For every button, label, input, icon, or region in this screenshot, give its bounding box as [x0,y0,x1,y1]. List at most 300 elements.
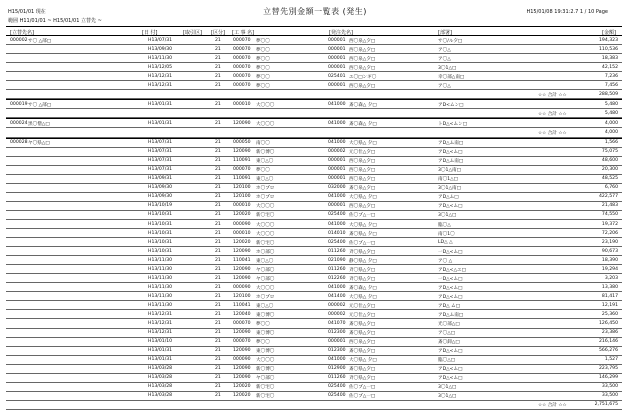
amount-cell: 18,390 [601,257,618,263]
type-cell: 21 [215,257,221,263]
client-name-cell: 佐〇プ△一□ [349,385,376,391]
work-code-cell: 120020 [233,239,251,245]
table-row [6,44,622,53]
amount-cell: 33,500 [601,384,618,390]
type-cell: 21 [215,203,221,209]
work-name-cell: ヤ〇部〇 [256,376,275,382]
client-name-cell: 西〇泉△夕□ [349,340,376,346]
amount-cell: 20,300 [601,167,618,173]
dept-cell: 3〇1△□ [438,394,457,400]
subtotal-amount: 2,751,675 [594,402,618,408]
amount-cell: 23,386 [601,330,618,336]
report-date: H15/01/01 現在 [8,9,46,15]
client-name-cell: 佐〇プ△一□ [349,394,376,400]
amount-cell: 7,236 [604,73,618,79]
payee-code: 000028 [10,140,28,146]
type-cell: 21 [215,348,221,354]
dept-cell: アD<ムン□ [438,102,464,108]
client-name-cell: 西〇泉△夕□ [349,65,376,71]
table-row [6,309,622,318]
date-cell: H13/09/30 [148,185,173,191]
client-name-cell: 斎〇県△夕□ [349,331,376,337]
client-code-cell: 000001 [328,37,346,43]
amount-cell: 422,577 [599,194,618,200]
work-name-cell: 新〇宅〇 [256,385,275,391]
client-name-cell: 西〇泉△夕□ [349,168,376,174]
dept-cell: アD△<ム□ [438,285,463,291]
dept-cell: 幸〇部△南□ [438,74,465,80]
table-row [6,364,622,373]
date-cell: H13/09/30 [148,194,173,200]
table-row [6,282,622,291]
work-code-cell: 120090 [233,266,251,272]
work-code-cell: 000050 [233,140,251,146]
dept-cell: アD△<ム□ [438,294,463,300]
amount-cell: 72,206 [601,230,618,236]
dept-cell: 一D△<ム□ [438,276,463,282]
client-code-cell: 000001 [328,46,346,52]
amount-cell: 21,483 [601,203,618,209]
table-row [6,192,622,201]
amount-cell: 42,152 [601,64,618,70]
client-name-cell: 佐〇プ△一□ [349,213,376,219]
table-row [6,71,622,80]
amount-cell: 13,380 [601,284,618,290]
work-name-cell: ヤ〇部〇 [256,267,275,273]
date-cell: H13/11/30 [148,257,173,263]
dept-cell: 3〇1△南□ [438,168,461,174]
payee-code: 000019 [10,101,28,107]
work-code-cell: 000070 [233,167,251,173]
date-cell: H13/03/28 [148,384,173,390]
dept-cell: アD△<ム□ [438,349,463,355]
date-cell: H13/12/31 [148,312,173,317]
table-row [6,300,622,309]
work-name-cell: 東〇△〇 [256,159,274,165]
work-name-cell: 大〇〇〇 [256,285,275,291]
client-code-cell: 041070 [328,321,346,327]
subtotal-amount: 5,480 [604,110,618,116]
work-code-cell: 000070 [233,55,251,61]
work-name-cell: ホ〇プロ [256,294,275,300]
date-cell: H13/11/30 [148,302,173,308]
table-row [6,138,622,147]
work-code-cell: 000070 [233,82,251,88]
type-cell: 21 [215,212,221,218]
client-code-cell: 025400 [328,393,346,399]
table-row [6,337,622,346]
dept-cell: ア〇△ [438,56,451,62]
subtotal-amount: 288,509 [599,91,618,97]
work-name-cell: 南〇〇 [256,141,270,147]
type-cell: 21 [215,266,221,272]
payee-name: サ〇 △部□ [28,102,52,108]
date-cell: H13/09/30 [148,46,173,52]
client-code-cell: 025400 [328,212,346,218]
amount-cell: 566,276 [599,348,618,354]
client-code-cell: 000001 [328,339,346,345]
amount-cell: 48,600 [601,158,618,164]
date-cell: H13/12/05 [148,64,173,70]
dept-cell: 臨〇△□ [438,358,456,364]
client-code-cell: 000002 [328,312,346,317]
table-row [6,355,622,364]
client-name-cell: 大〇県△ 夕□ [349,294,377,300]
subtotal-amount: 4,000 [604,130,618,136]
client-code-cell: 012300 [328,330,346,336]
col-kind: [区分] [211,29,225,36]
table-row [6,165,622,174]
client-code-cell: 012260 [328,275,346,281]
work-code-cell: 120100 [233,185,251,191]
dept-cell: 南〇1△□ [438,177,458,183]
type-cell: 21 [215,73,221,79]
client-name-cell: 静〇県△ 夕□ [349,258,377,264]
amount-cell: 81,417 [601,293,618,299]
work-name-cell: 大〇〇〇 [256,231,275,237]
col-payee: [立替先名] [10,29,34,36]
client-code-cell: 012300 [328,348,346,354]
work-name-cell: 大〇〇〇 [256,358,275,364]
work-name-cell: ホ〇プロ [256,186,275,192]
date-cell: H13/10/31 [148,230,173,236]
payee-name: 黒〇僧△□ [28,122,50,128]
client-code-cell: 011260 [328,375,346,381]
dept-cell: アD△<ム□ [438,376,463,382]
amount-cell: 216,146 [599,339,618,345]
date-cell: H13/07/31 [148,149,173,155]
dept-cell: 3〇1△□ [438,213,457,219]
dept-cell: LD△ △ [438,239,453,245]
client-code-cell: 000001 [328,176,346,182]
work-name-cell: 夢〇〇 [256,83,270,89]
work-code-cell: 000070 [233,321,251,327]
dept-cell: サ〇/ル夕□ [438,38,463,44]
table-row [6,62,622,71]
date-cell: H13/10/31 [148,212,173,218]
type-cell: 21 [215,149,221,155]
work-code-cell: 120090 [233,149,251,155]
date-cell: H13/12/31 [148,82,173,88]
col-work: [工 事 名] [232,29,255,36]
subtotal-row [6,89,622,99]
amount-cell: 48,525 [601,176,618,182]
table-row [6,53,622,62]
dept-cell: 3〇1△□ [438,385,457,391]
client-name-cell: 西〇泉△夕□ [349,83,376,89]
type-cell: 21 [215,330,221,336]
table-row [6,391,622,400]
client-code-cell: 041000 [328,140,346,146]
type-cell: 21 [215,284,221,290]
type-cell: 21 [215,167,221,173]
subtotal-row [6,400,622,410]
date-cell: H13/11/30 [148,266,173,272]
client-name-cell: 西〇泉△夕□ [349,204,376,210]
work-name-cell: 東〇△〇 [256,303,274,309]
work-name-cell: 夢〇〇 [256,340,270,346]
work-code-cell: 120090 [233,121,251,127]
work-code-cell: 120020 [233,384,251,390]
client-name-cell: 斉〇県△夕□ [349,267,376,273]
type-cell: 21 [215,239,221,245]
type-cell: 21 [215,312,221,317]
client-code-cell: 011260 [328,248,346,254]
client-name-cell: 西〇泉△夕□ [349,177,376,183]
work-code-cell: 120100 [233,194,251,200]
col-amount: [金額] [602,29,616,36]
client-code-cell: 041000 [328,357,346,363]
subtotal-row [6,108,622,118]
table-row [6,273,622,282]
table-row [6,80,622,89]
type-cell: 21 [215,158,221,164]
work-name-cell: 新〇博〇 [256,150,275,156]
table-row [6,373,622,382]
client-code-cell: 011260 [328,266,346,272]
table-row [6,174,622,183]
dept-cell: アD△ ム□ [438,303,461,309]
date-cell: H13/07/31 [148,37,173,43]
work-name-cell: 新〇宅〇 [256,394,275,400]
table-row [6,237,622,246]
table-row [6,264,622,273]
client-name-cell: 元〇仕△夕□ [349,150,376,156]
table-row [6,382,622,391]
date-cell: H13/01/31 [148,101,173,107]
type-cell: 21 [215,64,221,70]
amount-cell: 6,760 [604,185,618,191]
client-code-cell: 025400 [328,239,346,245]
amount-cell: 110,536 [599,46,618,52]
work-code-cell: 120090 [233,330,251,336]
payee-name: サ〇 △部□ [28,38,52,44]
type-cell: 21 [215,46,221,52]
work-code-cell: 000090 [233,357,251,363]
type-cell: 21 [215,339,221,345]
client-code-cell: 000001 [328,167,346,173]
type-cell: 21 [215,248,221,254]
work-code-cell: 000070 [233,64,251,70]
type-cell: 21 [215,321,221,327]
amount-cell: 4,000 [604,121,618,127]
date-cell: H13/07/31 [148,158,173,164]
payee-code: 000002 [10,37,28,43]
client-name-cell: 大〇県△ 夕□ [349,141,377,147]
date-cell: H13/11/30 [148,284,173,290]
work-code-cell: 000070 [233,73,251,79]
report-title: 立替先別金額一覧表 (発生) [263,7,367,16]
type-cell: 21 [215,230,221,236]
work-name-cell: 東〇博〇 [256,349,275,355]
work-name-cell: 夢〇〇 [256,38,270,44]
table-row [6,228,622,237]
client-code-cell: 041000 [328,221,346,227]
dept-cell: 3〇1△□ [438,65,457,71]
dept-cell: アD△<△ユ□ [438,267,466,273]
dept-cell: ア〇 △ [438,258,453,264]
work-code-cell: 120090 [233,275,251,281]
client-name-cell: 斎〇県△夕□ [349,322,376,328]
amount-cell: 223,795 [599,366,618,372]
client-name-cell: 斎〇県△夕□ [349,367,376,373]
client-name-cell: 元〇仕△夕□ [349,303,376,309]
work-name-cell: 東〇博〇 [256,331,275,337]
client-code-cell: 041000 [328,194,346,200]
client-name-cell: 斎〇県△夕□ [349,349,376,355]
amount-cell: 90,673 [601,248,618,254]
subtotal-row [6,127,622,137]
amount-cell: 19,372 [601,221,618,227]
dept-cell: 南〇1〇 [438,231,455,237]
date-cell: H13/12/31 [148,330,173,336]
dept-cell: ア〇△□ [438,331,456,337]
type-cell: 21 [215,375,221,381]
client-code-cell: 014010 [328,230,346,236]
dept-cell: ア〇△ [438,47,451,53]
col-client: [発注先名] [329,29,353,36]
client-code-cell: 025400 [328,384,346,390]
table-row [6,156,622,165]
type-cell: 21 [215,194,221,200]
type-cell: 21 [215,366,221,372]
dept-cell: アD△ム南□ [438,141,464,147]
type-cell: 21 [215,101,221,107]
table-row [6,210,622,219]
type-cell: 21 [215,275,221,281]
client-name-cell: 大〇県△ 夕□ [349,222,377,228]
work-code-cell: 120100 [233,293,251,299]
work-code-cell: 110091 [233,158,251,164]
client-name-cell: 斎〇森△ 夕□ [349,122,377,128]
client-code-cell: 000002 [328,302,346,308]
work-name-cell: 夢〇〇 [256,322,270,328]
amount-cell: 19,294 [601,266,618,272]
client-code-cell: 000001 [328,64,346,70]
client-name-cell: 斎〇森△ 夕□ [349,285,377,291]
work-name-cell: 大〇〇〇 [256,204,275,210]
type-cell: 21 [215,37,221,43]
work-code-cell: 120090 [233,348,251,354]
type-cell: 21 [215,302,221,308]
client-code-cell: 041000 [328,121,346,127]
work-name-cell: 夢〇〇 [256,56,270,62]
client-name-cell: 斉〇県△夕□ [349,376,376,382]
client-code-cell: 021090 [328,257,346,263]
col-date: [日 付] [142,29,158,36]
client-name-cell: 西〇泉△夕□ [349,47,376,53]
type-cell: 21 [215,140,221,146]
amount-cell: 18,383 [601,55,618,61]
client-code-cell: 000002 [328,149,346,155]
client-code-cell: 041000 [328,284,346,290]
type-cell: 21 [215,121,221,127]
type-cell: 21 [215,357,221,363]
subtotal-label: ☆☆ 合計 ☆☆ [538,131,567,137]
dept-cell: アD△ム□ [438,195,459,201]
subtotal-label: ☆☆ 合計 ☆☆ [538,403,567,409]
amount-cell: 3,203 [604,275,618,281]
client-code-cell: 000001 [328,203,346,209]
amount-cell: 75,075 [601,149,618,155]
table-row [6,35,622,44]
date-cell: H13/10/31 [148,239,173,245]
dept-cell: 臨〇△ [438,222,451,228]
dept-cell: アD△<ム□ [438,204,463,210]
client-code-cell: 000001 [328,55,346,61]
date-cell: H13/01/10 [148,339,173,345]
work-code-cell: 000010 [233,203,251,209]
date-cell: H13/10/19 [148,203,173,209]
amount-cell: 5,480 [604,101,618,107]
work-name-cell: 夢〇〇 [256,47,270,53]
work-code-cell: 120040 [233,312,251,317]
amount-cell: 23,190 [601,239,618,245]
type-cell: 21 [215,55,221,61]
date-cell: H13/11/30 [148,55,173,61]
client-code-cell: 025401 [328,73,346,79]
amount-cell: 1,527 [604,357,618,363]
client-code-cell: 000001 [328,82,346,88]
amount-cell: 146,299 [599,375,618,381]
dept-cell: 斎〇卸△□ [438,340,460,346]
date-cell: H13/11/30 [148,293,173,299]
work-name-cell: 新〇宅〇 [256,240,275,246]
date-cell: H13/03/28 [148,375,173,381]
work-code-cell: 110041 [233,302,251,308]
date-cell: H13/11/30 [148,275,173,281]
table-row [6,346,622,355]
client-name-cell: 斎〇泉△夕□ [349,186,376,192]
amount-cell: 7,456 [604,82,618,88]
work-name-cell: 夢〇〇 [256,74,270,80]
work-name-cell: 新〇宅〇 [256,213,275,219]
work-code-cell: 000070 [233,46,251,52]
client-name-cell: 西〇泉△夕□ [349,159,376,165]
work-name-cell: ホ〇プロ [256,195,275,201]
amount-cell: 194,323 [599,37,618,43]
date-cell: H13/10/31 [148,248,173,254]
date-cell: H13/03/28 [148,366,173,372]
client-name-cell: エ〇□ンギ〇 [349,74,377,80]
client-code-cell: 041000 [328,101,346,107]
client-name-cell: 斎〇森△ 夕□ [349,102,377,108]
table-row [6,291,622,300]
client-code-cell: 041400 [328,293,346,299]
date-cell: H13/12/31 [148,321,173,327]
work-code-cell: 120020 [233,393,251,399]
client-name-cell: 大〇県△ 夕□ [349,195,377,201]
dept-cell: ア〇△ [438,83,451,89]
work-name-cell: 大〇〇〇 [256,122,275,128]
work-name-cell: 夢〇〇 [256,168,270,174]
client-name-cell: 斉〇県△夕□ [349,276,376,282]
report-body [6,35,622,410]
col-type: [取引区] [183,29,202,36]
type-cell: 21 [215,176,221,182]
table-row [6,318,622,327]
date-cell: H13/07/31 [148,167,173,173]
dept-cell: アD△ム南□ [438,313,464,318]
subtotal-label: ☆☆ 合計 ☆☆ [538,92,567,98]
work-code-cell: 110091 [233,176,251,182]
work-name-cell: ヤ〇部〇 [256,276,275,282]
work-name-cell: 東〇△〇 [256,258,274,264]
work-name-cell: 新〇博〇 [256,367,275,373]
dept-cell: アD△<ム□ [438,150,463,156]
dept-cell: トD△<ムン□ [438,122,468,128]
table-row [6,118,622,127]
